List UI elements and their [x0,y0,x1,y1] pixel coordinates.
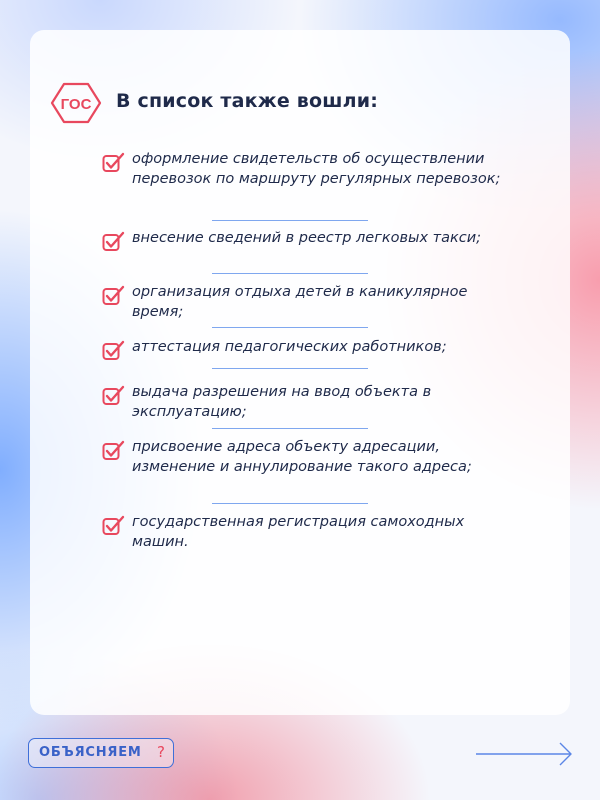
list-item-text: присвоение адреса объекту адресации, изменение и аннулирование такого адреса; [132,439,472,475]
list-item-text: внесение сведений в реестр легковых такси; [132,230,482,246]
checkbox-check-icon [102,515,126,537]
page-title: В список также вошли: [116,90,379,112]
logo-text: ГОС [60,96,92,113]
divider [212,428,368,429]
divider [212,503,368,504]
explain-button[interactable] [28,738,174,768]
checkbox-check-icon [102,152,126,174]
list-item-text: государственная регистрация самоходных машин. [132,514,465,550]
explain-button-label: ОБЪЯСНЯЕМ [39,745,142,760]
checkbox-check-icon [102,440,126,462]
list-item-text: аттестация педагогических работников; [132,339,447,355]
list-item-text: выдача разрешения на ввод объекта в эксплуатацию; [132,384,432,420]
question-mark-icon: ? [157,743,165,761]
list-item-text: организация отдыха детей в каникулярное время; [132,284,468,320]
divider [212,220,368,221]
list-item-text: оформление свидетельств об осуществлении перевозок по маршруту регулярных перевозок; [132,151,501,187]
divider [212,368,368,369]
checkbox-check-icon [102,231,126,253]
checkbox-check-icon [102,285,126,307]
divider [212,273,368,274]
checkbox-check-icon [102,385,126,407]
arrow-right-icon[interactable] [474,740,574,768]
checkbox-check-icon [102,340,126,362]
divider [212,327,368,328]
